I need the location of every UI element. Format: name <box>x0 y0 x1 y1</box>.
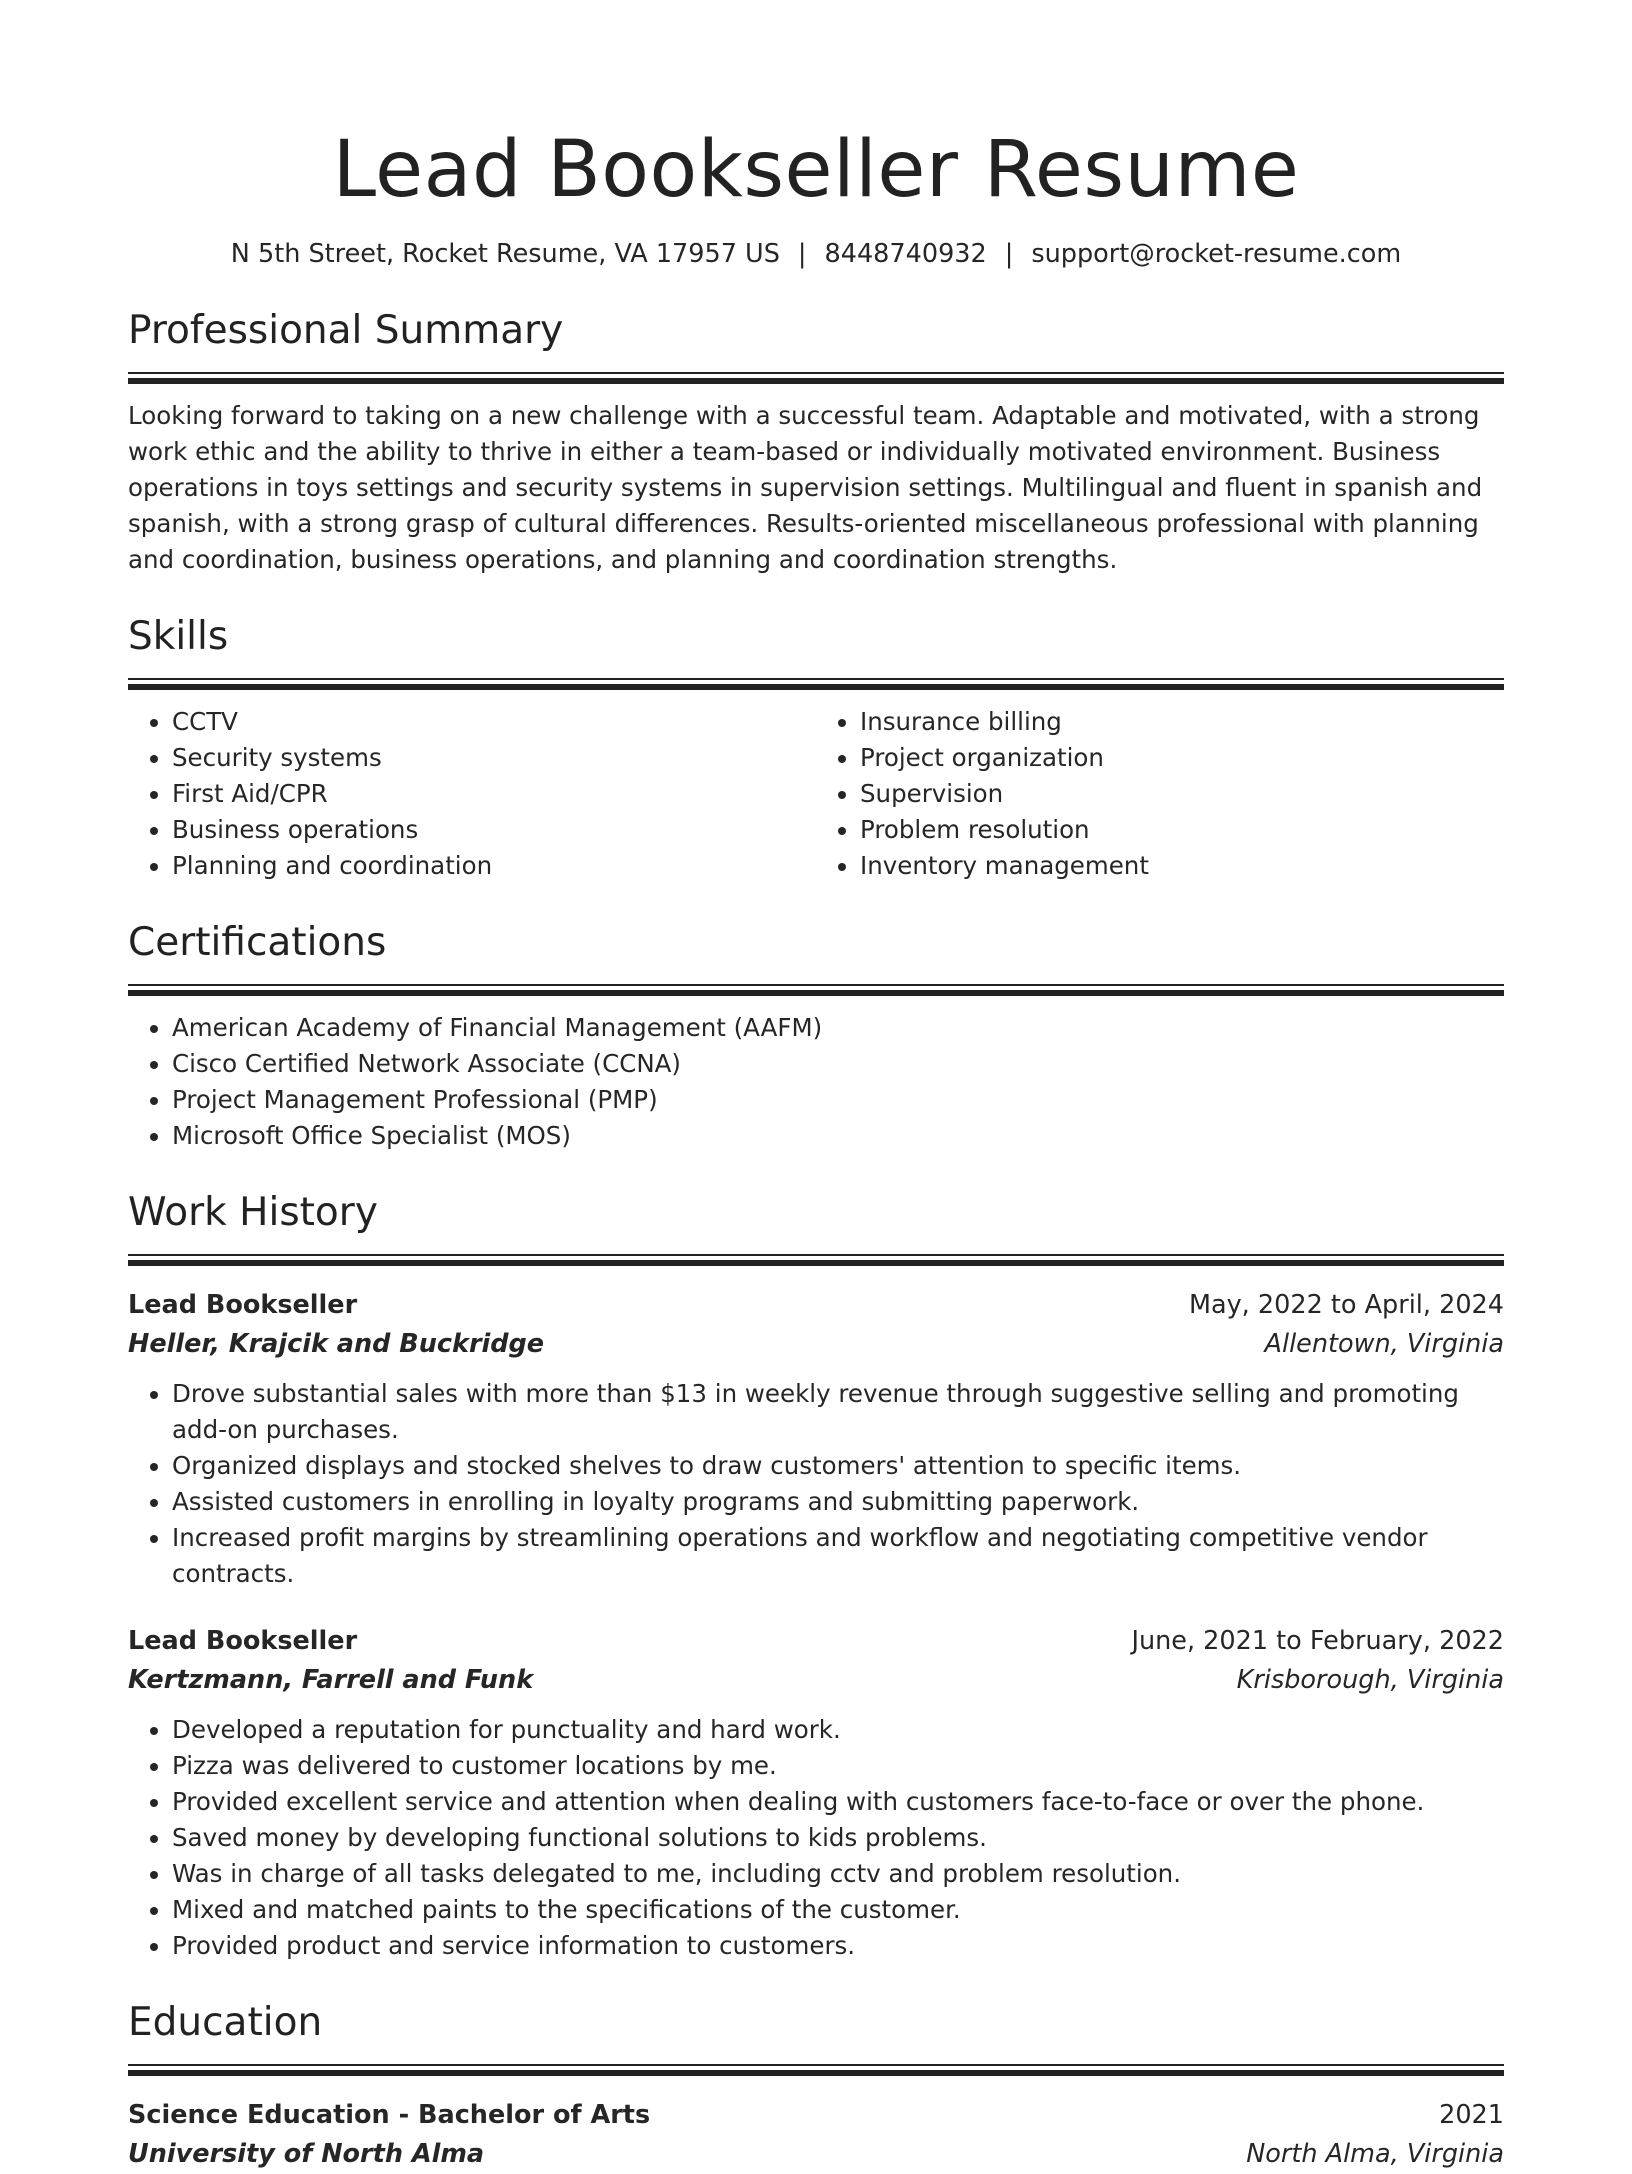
contact-separator: | <box>1004 239 1014 269</box>
skill-item: • Inventory management <box>860 848 1504 884</box>
work-history-section <box>128 1188 1504 1964</box>
summary-section <box>128 306 1504 578</box>
certification-item: • Cisco Certified Network Associate (CCNA) <box>172 1046 1504 1082</box>
skill-item: • Insurance billing <box>860 704 1504 740</box>
education-school: University of North Alma <box>128 2139 485 2169</box>
skills-heading: Skills <box>128 614 229 659</box>
skills-list-left <box>128 704 816 884</box>
education-entry <box>128 2096 1504 2174</box>
job-entry <box>128 1622 1504 1964</box>
education-year: 2021 <box>1439 2100 1504 2130</box>
section-divider <box>128 372 1504 384</box>
education-location: North Alma, Virginia <box>1246 2139 1504 2169</box>
skill-item: • Project organization <box>860 740 1504 776</box>
skill-item: • Planning and coordination <box>172 848 816 884</box>
certification-item: • Project Management Professional (PMP) <box>172 1082 1504 1118</box>
skills-section <box>128 612 1504 884</box>
skills-columns <box>128 704 1504 884</box>
contact-address: N 5th Street, Rocket Resume, VA 17957 US <box>230 239 780 269</box>
education-section <box>128 1998 1504 2174</box>
job-entry <box>128 1286 1504 1592</box>
job-bullet: • Organized displays and stocked shelves to draw customers' attention to specific items. <box>172 1448 1504 1484</box>
certifications-heading: Certifications <box>128 920 387 965</box>
summary-text: Looking forward to taking on a new challenge with a successful team. Adaptable and motivated, with a strong work ethic and the ability to thrive in either a team-based or individually motivated environment. Business operations in toys settings and security systems in supervision settings. Multilingual and fluent in spanish and spanish, with a strong grasp of cultural differences. Results-oriented miscellaneous professional with planning and coordination, business operations, and planning and coordination strengths. <box>128 401 1483 574</box>
job-title: Lead Bookseller <box>128 1290 358 1320</box>
section-divider <box>128 1254 1504 1266</box>
skill-item: • Security systems <box>172 740 816 776</box>
skill-item: • First Aid/CPR <box>172 776 816 812</box>
contact-line <box>128 236 1504 272</box>
job-bullet: • Developed a reputation for punctuality and hard work. <box>172 1712 1504 1748</box>
job-bullets <box>128 1376 1504 1592</box>
work-history-heading: Work History <box>128 1190 378 1235</box>
skills-list-right <box>816 704 1504 884</box>
job-bullet: • Pizza was delivered to customer locations by me. <box>172 1748 1504 1784</box>
resume-title: Lead Bookseller Resume <box>332 125 1300 215</box>
job-location: Krisborough, Virginia <box>1236 1665 1504 1695</box>
job-bullet: • Provided product and service information to customers. <box>172 1928 1504 1964</box>
job-bullet: • Assisted customers in enrolling in loyalty programs and submitting paperwork. <box>172 1484 1504 1520</box>
section-divider <box>128 678 1504 690</box>
certification-item: • American Academy of Financial Management (AAFM) <box>172 1010 1504 1046</box>
contact-email: support@rocket-resume.com <box>1031 239 1402 269</box>
skill-item: • CCTV <box>172 704 816 740</box>
contact-separator: | <box>797 239 807 269</box>
job-bullet: • Provided excellent service and attention when dealing with customers face-to-face or over the phone. <box>172 1784 1504 1820</box>
job-dates: May, 2022 to April, 2024 <box>1188 1290 1504 1320</box>
job-bullet: • Increased profit margins by streamlining operations and workflow and negotiating competitive vendor contracts. <box>172 1520 1504 1592</box>
summary-heading: Professional Summary <box>128 308 564 353</box>
job-company-row <box>128 1324 1504 1364</box>
certifications-section <box>128 918 1504 1154</box>
job-bullet: • Saved money by developing functional solutions to kids problems. <box>172 1820 1504 1856</box>
skills-right-column <box>816 704 1504 884</box>
education-header-row <box>128 2096 1504 2134</box>
job-bullets <box>128 1712 1504 1964</box>
job-location: Allentown, Virginia <box>1264 1329 1504 1359</box>
education-heading: Education <box>128 2000 323 2045</box>
job-bullet: • Mixed and matched paints to the specifications of the customer. <box>172 1892 1504 1928</box>
skills-left-column <box>128 704 816 884</box>
job-title: Lead Bookseller <box>128 1626 358 1656</box>
job-company: Heller, Krajcik and Buckridge <box>128 1329 545 1359</box>
skill-item: • Business operations <box>172 812 816 848</box>
skill-item: • Supervision <box>860 776 1504 812</box>
job-dates: June, 2021 to February, 2022 <box>1131 1626 1504 1656</box>
job-bullet: • Drove substantial sales with more than $13 in weekly revenue through suggestive selling and promoting add-on purchases. <box>172 1376 1504 1448</box>
certifications-list <box>128 1010 1504 1154</box>
education-degree: Science Education - Bachelor of Arts <box>128 2100 651 2130</box>
job-company-row <box>128 1660 1504 1700</box>
job-bullet: • Was in charge of all tasks delegated to me, including cctv and problem resolution. <box>172 1856 1504 1892</box>
section-divider <box>128 984 1504 996</box>
contact-phone: 8448740932 <box>824 239 987 269</box>
section-divider <box>128 2064 1504 2076</box>
job-header-row <box>128 1286 1504 1324</box>
job-company: Kertzmann, Farrell and Funk <box>128 1665 534 1695</box>
skill-item: • Problem resolution <box>860 812 1504 848</box>
job-header-row <box>128 1622 1504 1660</box>
certification-item: • Microsoft Office Specialist (MOS) <box>172 1118 1504 1154</box>
education-school-row <box>128 2134 1504 2174</box>
